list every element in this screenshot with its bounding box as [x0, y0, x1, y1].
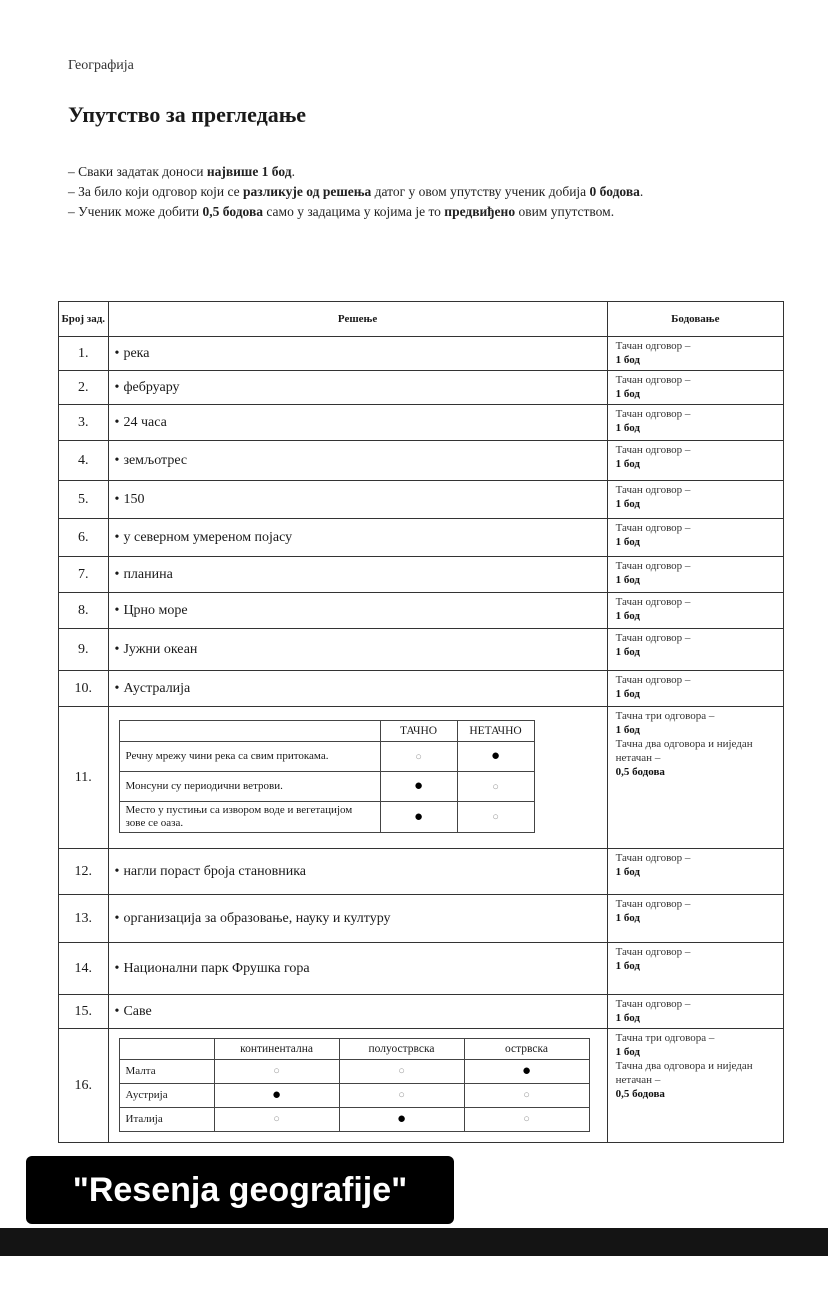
answer-grid-cell — [457, 772, 534, 802]
score-cell — [607, 895, 783, 943]
score-cell — [607, 593, 783, 629]
score-points: 1 бод — [615, 960, 640, 972]
bullet-icon: • — [114, 910, 120, 926]
task-number: 9. — [59, 629, 109, 671]
table-row — [59, 629, 784, 671]
score-cell — [607, 849, 783, 895]
task-number: 1. — [59, 337, 109, 371]
bullet-icon: • — [114, 960, 120, 976]
answer-text: 24 часа — [123, 414, 167, 430]
answer-grid-cell — [380, 772, 457, 802]
task-number: 8. — [59, 593, 109, 629]
bullet-icon: • — [114, 452, 120, 468]
bullet-icon: • — [114, 379, 120, 395]
instruction-text: разликује од решења — [243, 184, 372, 199]
answer-grid-column: острвска — [464, 1038, 589, 1059]
solution-cell — [108, 593, 607, 629]
empty-circle-icon: ○ — [492, 811, 499, 823]
solution-cell — [108, 557, 607, 593]
score-text: Тачан одговор – — [615, 998, 691, 1010]
table-row — [59, 371, 784, 405]
answer-grid-cell — [464, 1059, 589, 1083]
solution-cell — [108, 707, 607, 849]
instruction-line — [68, 202, 708, 222]
header-solution: Решење — [108, 302, 607, 337]
task-number: 4. — [59, 441, 109, 481]
score-text: Тачна три одговора – — [615, 710, 715, 722]
header-score: Бодовање — [607, 302, 783, 337]
empty-circle-icon: ○ — [523, 1089, 530, 1101]
answer-grid-cell — [464, 1107, 589, 1131]
table-row — [59, 943, 784, 995]
answer-grid-cell — [464, 1083, 589, 1107]
answer-grid-row — [119, 802, 534, 833]
task-number: 2. — [59, 371, 109, 405]
score-cell — [607, 371, 783, 405]
instruction-line — [68, 162, 708, 182]
answer-text: фебруару — [123, 379, 180, 395]
score-cell — [607, 629, 783, 671]
header-number: Број зад. — [59, 302, 109, 337]
solution-cell — [108, 671, 607, 707]
task-number: 3. — [59, 405, 109, 441]
empty-circle-icon: ○ — [398, 1065, 405, 1077]
task-number: 14. — [59, 943, 109, 995]
answer-grid-label: Аустрија — [119, 1083, 214, 1107]
answer-grid-header — [119, 1038, 589, 1059]
answer-text: Аустралија — [123, 680, 191, 696]
answer-grid-cell — [457, 802, 534, 833]
answer-grid-cell — [339, 1107, 464, 1131]
bullet-icon: • — [114, 641, 120, 657]
answer-grid-cell — [380, 802, 457, 833]
filled-dot-icon: ● — [272, 1086, 282, 1103]
filled-dot-icon: ● — [397, 1110, 407, 1127]
solution-cell — [108, 405, 607, 441]
score-cell — [607, 1029, 783, 1143]
answer-grid-column: континентална — [214, 1038, 339, 1059]
table-row — [59, 849, 784, 895]
caption-banner: "Resenja geografije" — [26, 1156, 454, 1224]
answer-text: у северном умереном појасу — [123, 529, 293, 545]
answer-text: Јужни океан — [123, 641, 198, 657]
instruction-text: датог у овом упутству ученик добија — [371, 184, 590, 199]
score-text: Тачан одговор – — [615, 522, 691, 534]
answer-grid-cell — [214, 1059, 339, 1083]
answer-grid-cell — [339, 1083, 464, 1107]
score-cell — [607, 557, 783, 593]
answer-grid-corner — [119, 1038, 214, 1059]
solution-cell — [108, 943, 607, 995]
instruction-text: 0,5 бодова — [202, 204, 264, 219]
answer-text: Црно море — [123, 602, 188, 618]
score-points: 1 бод — [615, 646, 640, 658]
table-row — [59, 405, 784, 441]
score-cell — [607, 441, 783, 481]
answer-grid — [119, 720, 535, 833]
solution-cell — [108, 441, 607, 481]
bottom-bar — [0, 1228, 828, 1256]
answer-grid-column: НЕТАЧНО — [457, 721, 534, 742]
bullet-icon: • — [114, 529, 120, 545]
answer-grid-header — [119, 721, 534, 742]
score-cell — [607, 519, 783, 557]
solution-cell — [108, 371, 607, 405]
task-number: 7. — [59, 557, 109, 593]
bullet-icon: • — [114, 680, 120, 696]
score-points: 1 бод — [615, 610, 640, 622]
bullet-icon: • — [114, 1003, 120, 1019]
task-number: 15. — [59, 995, 109, 1029]
score-cell — [607, 707, 783, 849]
instruction-text: . — [291, 164, 295, 179]
score-points: 1 бод — [615, 536, 640, 548]
task-number: 10. — [59, 671, 109, 707]
answer-grid-label: Речну мрежу чини река са свим притокама. — [119, 742, 380, 772]
table-row — [59, 1029, 784, 1143]
empty-circle-icon: ○ — [523, 1113, 530, 1125]
bullet-icon: • — [114, 566, 120, 582]
score-points: 1 бод — [615, 1046, 640, 1058]
answer-grid-cell — [380, 742, 457, 772]
solution-cell — [108, 995, 607, 1029]
empty-circle-icon: ○ — [273, 1065, 280, 1077]
answer-grid-column: полуострвска — [339, 1038, 464, 1059]
score-text: Тачан одговор – — [615, 560, 691, 572]
score-points: 1 бод — [615, 574, 640, 586]
table-row — [59, 671, 784, 707]
instruction-text: – За било који одговор који се — [68, 184, 244, 199]
empty-circle-icon: ○ — [492, 780, 499, 793]
task-number: 13. — [59, 895, 109, 943]
page-title: Упутство за прегледање — [68, 102, 307, 127]
score-points: 1 бод — [615, 866, 640, 878]
answer-grid-label: Малта — [119, 1059, 214, 1083]
score-text: Тачан одговор – — [615, 340, 691, 352]
score-text: Тачан одговор – — [615, 946, 691, 958]
score-text: Тачан одговор – — [615, 898, 691, 910]
answer-grid-row — [119, 1107, 589, 1131]
answer-grid-label: Италија — [119, 1107, 214, 1131]
answer-grid-row — [119, 742, 534, 772]
answer-grid-label: Место у пустињи са извором воде и вегетацијом зове се оаза. — [119, 802, 380, 833]
answer-text: Национални парк Фрушка гора — [123, 960, 310, 976]
score-text: Тачан одговор – — [615, 674, 691, 686]
empty-circle-icon: ○ — [398, 1089, 405, 1101]
answer-grid-cell — [457, 742, 534, 772]
instruction-text: . — [639, 184, 644, 199]
task-number: 12. — [59, 849, 109, 895]
instruction-text: овим упутством. — [515, 204, 615, 219]
answer-text: нагли пораст броја становника — [123, 863, 307, 879]
score-points: 1 бод — [615, 422, 640, 434]
score-points: 1 бод — [615, 1012, 640, 1024]
score-points: 1 бод — [615, 354, 640, 366]
score-text: Тачан одговор – — [615, 374, 691, 386]
instruction-text: 0 бодова — [589, 184, 640, 199]
score-cell — [607, 943, 783, 995]
subject-label: Географија — [68, 58, 134, 73]
score-points: 0,5 бодова — [615, 766, 665, 778]
table-row — [59, 895, 784, 943]
filled-dot-icon: ● — [414, 778, 424, 794]
table-row — [59, 481, 784, 519]
score-text: Тачан одговор – — [615, 408, 691, 420]
table-row — [59, 995, 784, 1029]
instruction-text: највише 1 бод — [206, 164, 292, 179]
score-points: 1 бод — [615, 498, 640, 510]
task-number: 16. — [59, 1029, 109, 1143]
table-row — [59, 441, 784, 481]
solution-cell — [108, 481, 607, 519]
task-number: 5. — [59, 481, 109, 519]
score-points: 1 бод — [615, 458, 640, 470]
solution-cell — [108, 629, 607, 671]
answer-grid-cell — [214, 1083, 339, 1107]
score-cell — [607, 405, 783, 441]
solution-cell — [108, 1029, 607, 1143]
answer-text: река — [123, 345, 150, 361]
filled-dot-icon: ● — [414, 808, 424, 825]
solution-cell — [108, 895, 607, 943]
bullet-icon: • — [114, 602, 120, 618]
score-text: Тачан одговор – — [615, 596, 691, 608]
instruction-text: – Ученик може добити — [68, 204, 203, 219]
answer-grid-label: Монсуни су периодични ветрови. — [119, 772, 380, 802]
score-points: 1 бод — [615, 688, 640, 700]
solution-cell — [108, 849, 607, 895]
score-text: Тачан одговор – — [615, 852, 691, 864]
score-text: Тачна два одговора и ниједан нетачан – — [615, 1060, 753, 1086]
instruction-text: предвиђено — [444, 204, 516, 219]
score-points: 1 бод — [615, 724, 640, 736]
table-row — [59, 557, 784, 593]
instruction-text: – Сваки задатак доноси — [68, 164, 207, 179]
answer-grid — [119, 1038, 590, 1132]
instruction-line — [68, 182, 708, 202]
score-text: Тачна три одговора – — [615, 1032, 715, 1044]
score-points: 0,5 бодова — [615, 1088, 665, 1100]
score-cell — [607, 337, 783, 371]
answer-key-table — [58, 301, 784, 1143]
answer-grid-cell — [339, 1059, 464, 1083]
answer-grid-column: ТАЧНО — [380, 721, 457, 742]
bullet-icon: • — [114, 345, 120, 361]
score-text: Тачан одговор – — [615, 484, 691, 496]
task-number: 6. — [59, 519, 109, 557]
table-row — [59, 337, 784, 371]
bullet-icon: • — [114, 863, 120, 879]
score-text: Тачан одговор – — [615, 632, 691, 644]
answer-grid-row — [119, 772, 534, 802]
bullet-icon: • — [114, 414, 120, 430]
filled-dot-icon: ● — [491, 748, 501, 764]
score-text: Тачан одговор – — [615, 444, 691, 456]
answer-text: 150 — [123, 491, 145, 507]
table-row — [59, 519, 784, 557]
score-points: 1 бод — [615, 388, 640, 400]
score-cell — [607, 671, 783, 707]
score-cell — [607, 995, 783, 1029]
score-cell — [607, 481, 783, 519]
answer-grid-corner — [119, 721, 380, 742]
task-number: 11. — [59, 707, 109, 849]
filled-dot-icon: ● — [522, 1062, 532, 1079]
answer-grid-row — [119, 1083, 589, 1107]
table-row — [59, 707, 784, 849]
solution-cell — [108, 519, 607, 557]
empty-circle-icon: ○ — [415, 750, 422, 763]
empty-circle-icon: ○ — [273, 1113, 280, 1125]
bullet-icon: • — [114, 491, 120, 507]
answer-grid-cell — [214, 1107, 339, 1131]
instruction-text: само у задацима у којима је то — [263, 204, 445, 219]
answer-grid-row — [119, 1059, 589, 1083]
answer-text: организација за образовање, науку и културу — [123, 910, 391, 926]
solution-cell — [108, 337, 607, 371]
table-row — [59, 593, 784, 629]
score-points: 1 бод — [615, 912, 640, 924]
answer-text: Саве — [123, 1003, 152, 1019]
answer-text: планина — [123, 566, 173, 582]
answer-text: земљотрес — [123, 452, 188, 468]
instructions — [68, 162, 708, 222]
score-text: Тачна два одговора и ниједан нетачан – — [615, 738, 753, 764]
